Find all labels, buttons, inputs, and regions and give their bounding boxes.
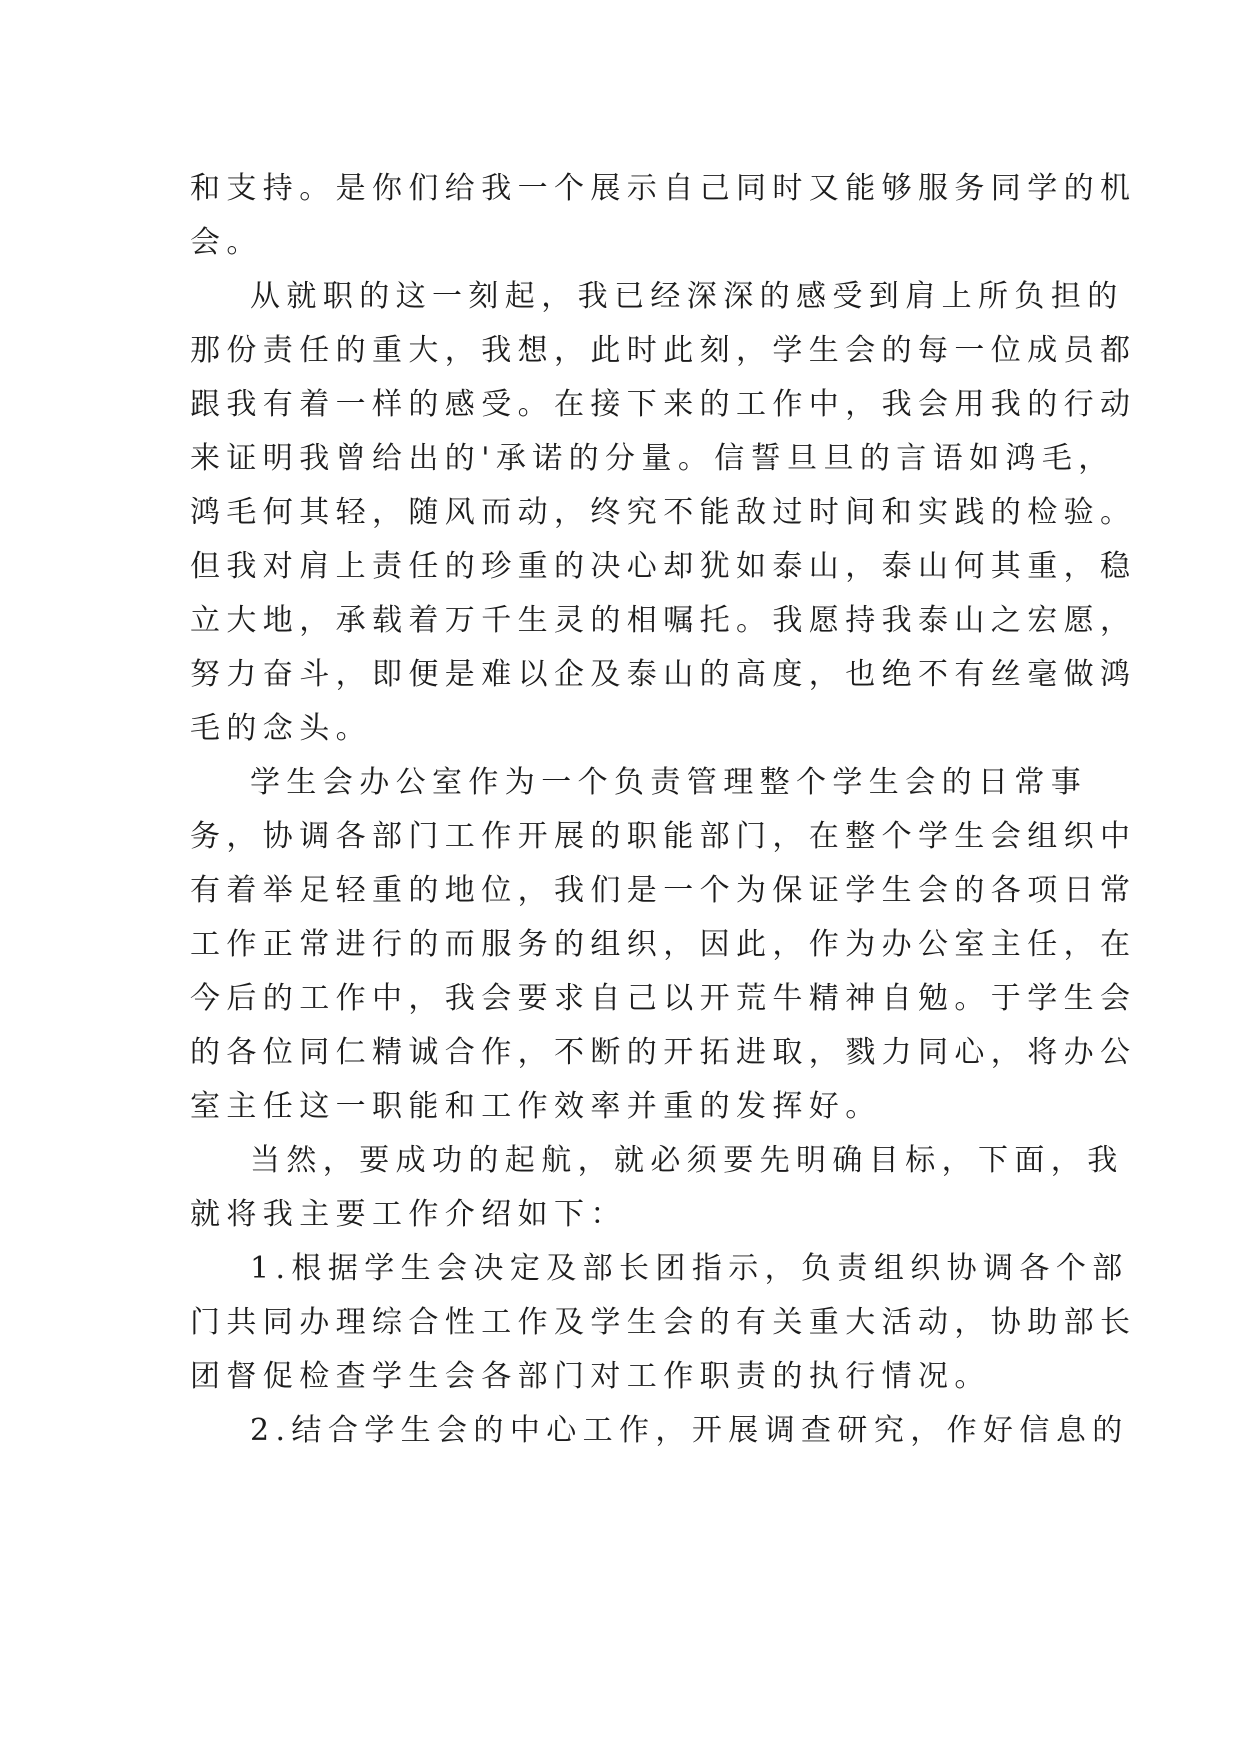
body-line: 今后的工作中，我会要求自己以开荒牛精神自勉。于学生会 (190, 981, 1137, 1016)
body-line: 毛的念头。 (190, 711, 372, 746)
body-line: 跟我有着一样的感受。在接下来的工作中，我会用我的行动 (190, 387, 1137, 422)
paragraph-first-line: 学生会办公室作为一个负责管理整个学生会的日常事 (250, 765, 1088, 800)
body-line: 务，协调各部门工作开展的职能部门，在整个学生会组织中 (190, 819, 1137, 854)
body-line: 就将我主要工作介绍如下： (190, 1197, 627, 1232)
body-line: 鸿毛何其轻，随风而动，终究不能敌过时间和实践的检验。 (190, 495, 1137, 530)
list-item-first-line: 2.结合学生会的中心工作，开展调查研究，作好信息的 (250, 1413, 1129, 1448)
list-item-first-line: 1.根据学生会决定及部长团指示，负责组织协调各个部 (250, 1251, 1129, 1286)
body-line: 工作正常进行的而服务的组织，因此，作为办公室主任，在 (190, 927, 1137, 962)
body-line: 有着举足轻重的地位，我们是一个为保证学生会的各项日常 (190, 873, 1137, 908)
body-line: 来证明我曾给出的'承诺的分量。信誓旦旦的言语如鸿毛， (190, 441, 1115, 476)
body-line: 会。 (190, 225, 263, 260)
body-line: 团督促检查学生会各部门对工作职责的执行情况。 (190, 1359, 991, 1394)
paragraph-first-line: 当然，要成功的起航，就必须要先明确目标，下面，我 (250, 1143, 1124, 1178)
body-line: 室主任这一职能和工作效率并重的发挥好。 (190, 1089, 882, 1124)
body-line: 那份责任的重大，我想，此时此刻，学生会的每一位成员都 (190, 333, 1137, 368)
paragraph-first-line: 从就职的这一刻起，我已经深深的感受到肩上所负担的 (250, 279, 1124, 314)
body-line: 立大地，承载着万千生灵的相嘱托。我愿持我泰山之宏愿， (190, 603, 1137, 638)
body-line: 门共同办理综合性工作及学生会的有关重大活动，协助部长 (190, 1305, 1137, 1340)
body-line: 和支持。是你们给我一个展示自己同时又能够服务同学的机 (190, 171, 1137, 206)
body-line: 但我对肩上责任的珍重的决心却犹如泰山，泰山何其重，稳 (190, 549, 1137, 584)
body-line: 努力奋斗，即便是难以企及泰山的高度，也绝不有丝毫做鸿 (190, 657, 1137, 692)
body-line: 的各位同仁精诚合作，不断的开拓进取，戮力同心，将办公 (190, 1035, 1137, 1070)
